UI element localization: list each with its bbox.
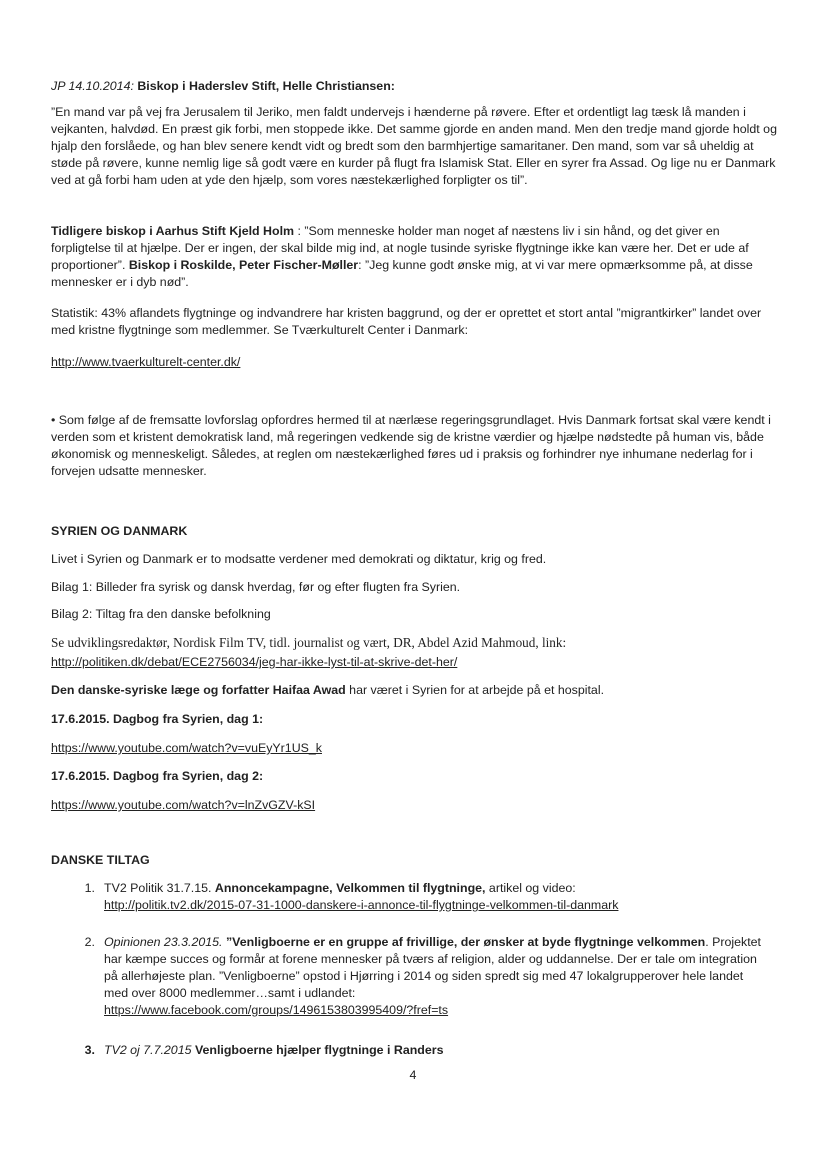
tiltag-heading: DANSKE TILTAG xyxy=(51,853,150,867)
tvaerkulturelt-link[interactable]: http://www.tvaerkulturelt-center.dk/ xyxy=(51,355,241,369)
dagbog-1-link-line xyxy=(51,740,777,757)
tiltag-item-2-title: ”Venligboerne er en gruppe af frivillige, der ønsker at byde flygtninge velkommen xyxy=(225,935,706,949)
tiltag-item-1-link[interactable]: http://politik.tv2.dk/2015-07-31-1000-danskere-i-annonce-til-flygtninge-velkommen-til-danmark xyxy=(104,898,619,912)
page-number: 4 xyxy=(409,1068,417,1082)
tiltag-item-2-text xyxy=(104,934,763,1019)
tiltag-item-1-title: Annoncekampagne, Velkommen til flygtninge, xyxy=(214,881,486,895)
syrien-intro: Livet i Syrien og Danmark er to modsatte verdener med demokrati og diktatur, krig og fred. xyxy=(51,552,547,566)
holm-quote: : ”Som menneske holder man noget af næstens liv i sin hånd, og det giver en forpligtelse til at hjælpe. Der er ingen, der skal bilde mig ind, at nogle tusinde syriske flygtninge ikke kan være her. Det er ude af proportioner”. xyxy=(51,224,749,272)
bilag-1: Bilag 1: Billeder fra syrisk og dansk hverdag, før og efter flugten fra Syrien. xyxy=(51,580,461,594)
tiltag-item-2-link[interactable]: https://www.facebook.com/groups/1496153803995409/?fref=ts xyxy=(104,1003,449,1017)
tiltag-item-3-number: 3. xyxy=(84,1043,95,1057)
tiltag-item-1-rest: artikel og video: xyxy=(485,881,576,895)
syrien-heading: SYRIEN OG DANMARK xyxy=(51,524,188,538)
statistik-text: Statistik: 43% aflandets flygtninge og indvandrere har kristen baggrund, og der er oprettet et stort antal ”migrantkirker” landet over med kristne flygtninge som medlemmer. Se Tværkulturelt Center i Danmark: xyxy=(51,306,762,337)
jp-heading xyxy=(51,78,777,95)
tiltag-item-1-source: TV2 Politik 31.7.15. xyxy=(104,881,215,895)
tiltag-item-1-text xyxy=(104,880,763,914)
awad-text: har været i Syrien for at arbejde på et hospital. xyxy=(345,683,605,697)
tiltag-item-2-source: Opinionen 23.3.2015. xyxy=(104,935,226,949)
fischer-moller-quote: : ”Jeg kunne godt ønske mig, at vi var mere opmærksomme på, at disse mennesker er i dyb nød”. xyxy=(51,258,753,289)
tiltag-item-3 xyxy=(51,1042,763,1059)
bishops-paragraph xyxy=(51,223,777,291)
dagbog-2-label: 17.6.2015. Dagbog fra Syrien, dag 2: xyxy=(51,769,264,783)
bilag-2: Bilag 2: Tiltag fra den danske befolkning xyxy=(51,607,271,621)
tiltag-item-3-text xyxy=(104,1042,763,1059)
dagbog-2-link-line xyxy=(51,797,777,814)
tiltag-item-1 xyxy=(51,880,763,914)
holm-label: Tidligere biskop i Aarhus Stift Kjeld Holm xyxy=(51,224,295,238)
dagbog-1-label: 17.6.2015. Dagbog fra Syrien, dag 1: xyxy=(51,712,264,726)
fischer-moller-label: Biskop i Roskilde, Peter Fischer-Møller xyxy=(128,258,359,272)
jp-quote: ”En mand var på vej fra Jerusalem til Jeriko, men faldt undervejs i hænderne på røvere. Efter et ordentligt lag tæsk lå manden i vejkanten, halvdød. En præst gik forbi, men stoppede ikke. Det samme gjorde en anden mand. Men den tredje mand gjorde holdt og hjalp den forslåede, og han blev senere kendt vidt og bredt som den barmhjertige samaritaner. Den mand, som var så uheldig at støde på røvere, kunne nemlig lige så godt være en kurder på flugt fra Islamisk Stat. Eller en syrer fra Assad. Og lige nu er Danmark ved at gå forbi ham uden at yde den hjælp, som vores næstekærlighed forpligter os til”. xyxy=(51,105,777,187)
tiltag-item-3-title: Venligboerne hjælper flygtninge i Randers xyxy=(194,1043,444,1057)
tiltag-item-2-rest: . Projektet har kæmpe succes og formår at forene mennesker på tværs af religion, alder og uddannelse. Der er tale om integration på allerhøjeste plan. ”Venligboerne” opstod i Hjørring i 2014 og siden spredt sig med 47 lokalgrupperover hele landet med over 8000 medlemmer…samt i udlandet: xyxy=(104,935,761,1000)
tiltag-item-2 xyxy=(51,934,763,1019)
tiltag-item-2-number: 2. xyxy=(84,935,95,949)
jp-title: Biskop i Haderslev Stift, Helle Christiansen: xyxy=(137,79,395,93)
politiken-link-line xyxy=(51,654,777,671)
tiltag-item-3-source: TV2 oj 7.7.2015 xyxy=(104,1043,195,1057)
dagbog-2-link[interactable]: https://www.youtube.com/watch?v=lnZvGZV-kSI xyxy=(51,798,316,812)
awad-paragraph xyxy=(51,682,777,699)
dagbog-1-link[interactable]: https://www.youtube.com/watch?v=vuEyYr1US_k xyxy=(51,741,322,755)
tvaerkulturelt-link-line xyxy=(51,354,777,371)
tiltag-item-1-number: 1. xyxy=(84,881,95,895)
jp-source: JP 14.10.2014: xyxy=(51,79,134,93)
mahmoud-reference: Se udviklingsredaktør, Nordisk Film TV, tidl. journalist og vært, DR, Abdel Azid Mahmoud, link: xyxy=(51,635,567,650)
appeal-paragraph: • Som følge af de fremsatte lovforslag opfordres hermed til at nærlæse regeringsgrundlaget. Hvis Danmark fortsat skal være kendt i verden som et kristent demokratisk land, må regeringen vedkende sig de kristne værdier og hjælpe nødstedte på human vis, både økonomisk og menneskeligt. Således, at reglen om næstekærlighed føres ud i praksis og forhindrer nye inhumane nederlag for i forvejen udsatte mennesker. xyxy=(51,413,771,478)
awad-label: Den danske-syriske læge og forfatter Haifaa Awad xyxy=(51,683,346,697)
politiken-link[interactable]: http://politiken.dk/debat/ECE2756034/jeg-har-ikke-lyst-til-at-skrive-det-her/ xyxy=(51,655,458,669)
